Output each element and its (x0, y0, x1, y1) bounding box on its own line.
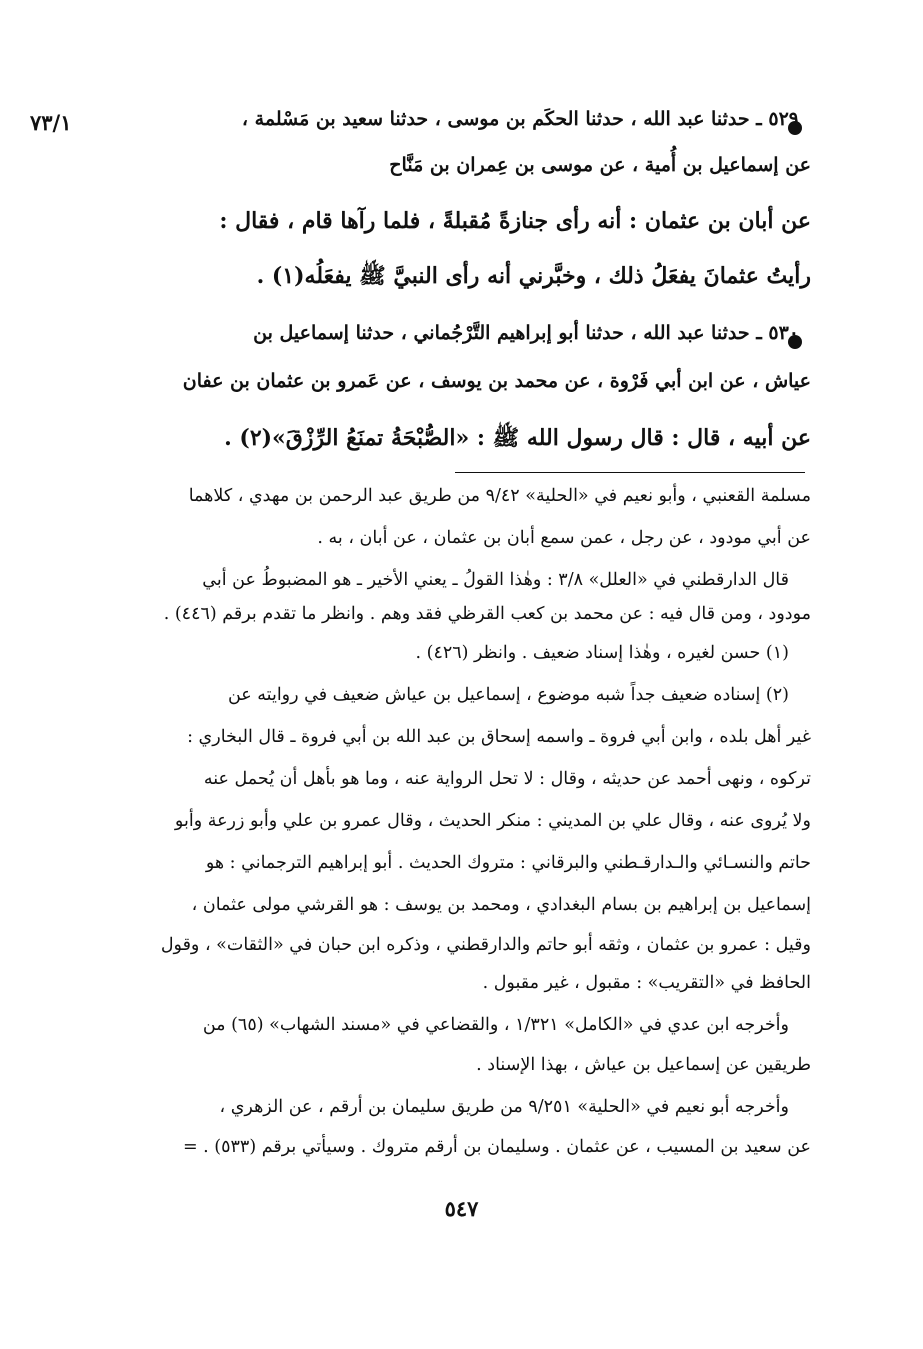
footnote-2-line-12: عن سعيد بن المسيب ، عن عثمان . وسليمان بن أرقم متروك . وسيأتي برقم (٥٣٣) . = (182, 1137, 811, 1157)
footnote-2-line-9: وأخرجه ابن عدي في «الكامل» ١/٣٢١ ، والقضاعي في «مسند الشهاب» (٦٥) من (202, 1015, 789, 1035)
hadith-529-matn-line-1: عن أبان بن عثمان : أنه رأى جنازةً مُقبلةً ، فلما رآها قام ، فقال : (219, 208, 811, 234)
footnote-1: (١) حسن لغيره ، وهٰذا إسناد ضعيف . وانظر (٤٢٦) . (415, 643, 789, 663)
volume-page-reference: ٧٣/١ (30, 110, 72, 135)
footnote-2-line-1: (٢) إسناده ضعيف جداً شبه موضوع ، إسماعيل بن عياش ضعيف في روايته عن (227, 685, 789, 705)
hadith-530-isnad-line-1: ٥٣٠ ـ حدثنا عبد الله ، حدثنا أبو إبراهيم التَّرْجُماني ، حدثنا إسماعيل بن (253, 322, 799, 344)
footnote-2-line-4: ولا يُروى عنه ، وقال علي بن المديني : منكر الحديث ، وقال عمرو بن علي وأبو زرعة وأبو (174, 811, 811, 831)
hadith-530-isnad-line-2: عياش ، عن ابن أبي فَرْوة ، عن محمد بن يوسف ، عن عَمرو بن عثمان بن عفان (182, 370, 811, 392)
hadith-530-matn-line-1: عن أبيه ، قال : قال رسول الله ﷺ : «الصُّبْحَةُ تمنَعُ الرِّزْقَ»(٢) . (224, 425, 811, 451)
footnote-line-3: قال الدارقطني في «العلل» ٣/٨ : وهٰذا القولُ ـ يعني الأخير ـ هو المضبوطُ عن أبي (202, 570, 789, 590)
page-number: ٥٤٧ (444, 1196, 479, 1221)
footnote-2-line-11: وأخرجه أبو نعيم في «الحلية» ٩/٢٥١ من طريق سليمان بن أرقم ، عن الزهري ، (219, 1097, 789, 1117)
footnote-2-line-2: غير أهل بلده ، وابن أبي فروة ـ واسمه إسحاق بن عبد الله بن أبي فروة ـ قال البخاري : (187, 727, 811, 747)
footnote-2-line-5: حاتم والنسـائي والـدارقـطني والبرقاني : متروك الحديث . أبو إبراهيم الترجماني : هو (205, 853, 811, 873)
footnote-2-line-3: تركوه ، ونهى أحمد عن حديثه ، وقال : لا تحل الرواية عنه ، وما هو بأهل أن يُحمل عنه (203, 769, 811, 789)
footnote-2-line-8: الحافظ في «التقريب» : مقبول ، غير مقبول . (482, 973, 811, 993)
footnote-line-1: مسلمة القعنبي ، وأبو نعيم في «الحلية» ٩/٤٢ من طريق عبد الرحمن بن مهدي ، كلاهما (188, 486, 811, 506)
footnote-line-4: مودود ، ومن قال فيه : عن محمد بن كعب القرظي فقد وهم . وانظر ما تقدم برقم (٤٤٦) . (163, 604, 811, 624)
footnote-line-2: عن أبي مودود ، عن رجل ، عمن سمع أبان بن عثمان ، عن أبان ، به . (317, 528, 811, 548)
footnote-2-line-7: وقيل : عمرو بن عثمان ، وثقه أبو حاتم والدارقطني ، وذكره ابن حبان في «الثقات» ، وقول (160, 935, 811, 955)
footnote-separator-rule (455, 472, 805, 473)
hadith-529-matn-line-2: رأيتُ عثمانَ يفعَلُ ذلك ، وخبَّرني أنه رأى النبيَّ ﷺ يفعَلُه(١) . (256, 263, 811, 289)
hadith-529-isnad-line-2: عن إسماعيل بن أُمية ، عن موسى بن عِمران بن مَنَّاح (389, 154, 811, 176)
footnote-2-line-6: إسماعيل بن إبراهيم بن بسام البغدادي ، ومحمد بن يوسف : هو القرشي مولى عثمان ، (191, 895, 811, 915)
footnote-2-line-10: طريقين عن إسماعيل بن عياش ، بهذا الإسناد . (476, 1055, 811, 1075)
hadith-529-isnad-line-1: ٥٢٩ ـ حدثنا عبد الله ، حدثنا الحكَم بن موسى ، حدثنا سعيد بن مَسْلمة ، (241, 108, 799, 130)
